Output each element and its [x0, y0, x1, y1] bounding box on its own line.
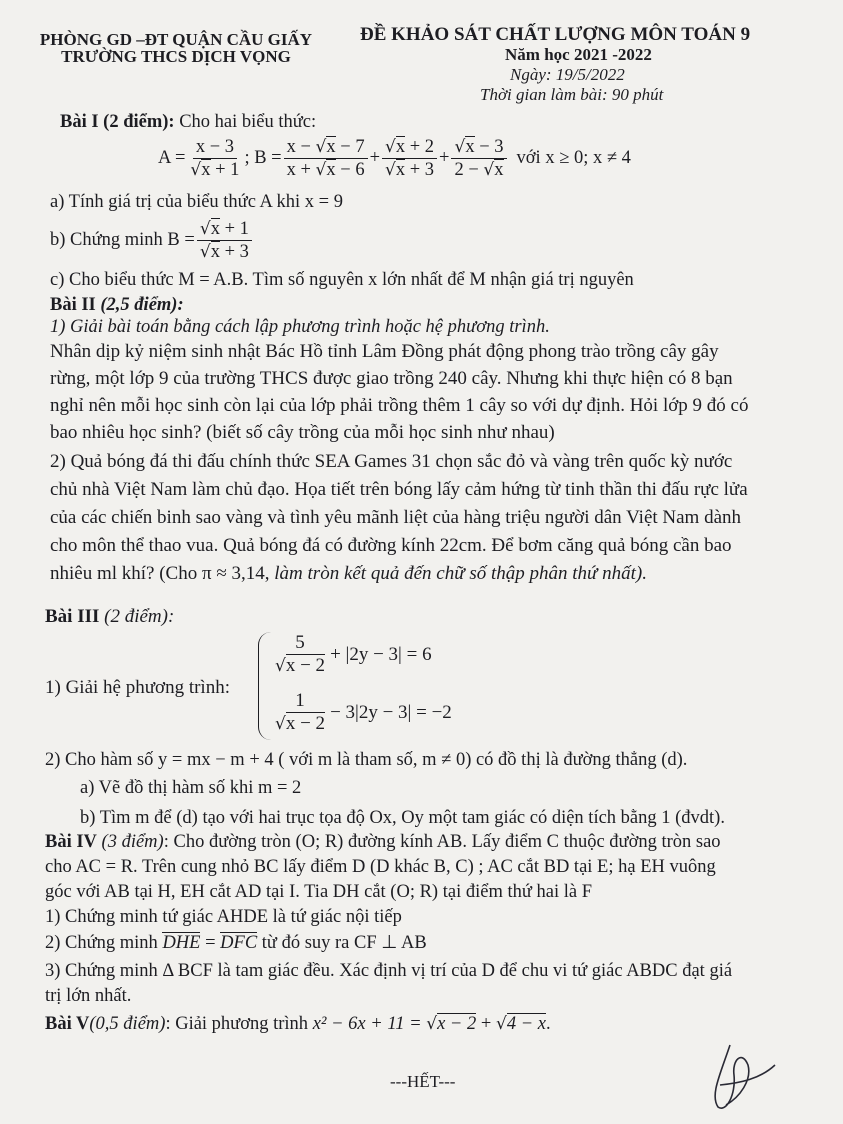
problem-5: Bài V(0,5 điểm): Giải phương trình x² − 6x + 11 = √x − 2 + √4 − x. — [45, 1014, 551, 1034]
domain-condition: với x ≥ 0; x ≠ 4 — [516, 148, 631, 168]
expressions-a-b: A = $\frac{x - 3}{√x + 1}$ ; B = $\frac{x - √x - 7}{x + √x - 6}$ + $\frac{√x + 2}{√x + 3}$ + $\frac{√x - 3}{2 - √x}$ với x ≥ 0; x ≠ 4 — [158, 137, 631, 180]
department-name: PHÒNG GD –ĐT QUẬN CẦU GIẤY — [39, 30, 313, 49]
problem-2-part2-line2: chủ nhà Việt Nam làm chủ đạo. Họa tiết trên bóng lấy cảm hứng từ tinh thần thi đấu rực lửa — [50, 479, 748, 500]
exam-duration: Thời gian làm bài: 90 phút — [480, 85, 664, 104]
problem-2-part1-line3: nghỉ nên mỗi học sinh còn lại của lớp phải trồng thêm 1 cây so với dự định. Hỏi lớp 9 đó có — [50, 395, 749, 416]
problem-2-part1-line4: bao nhiêu học sinh? (biết số cây trồng của mỗi học sinh như nhau) — [50, 422, 555, 443]
arc-dfc: DFC — [220, 933, 258, 953]
system-equation-1: $\frac{5}{√x - 2}$ + |2y − 3| = 6 — [275, 632, 432, 676]
arc-dhe: DHE — [162, 933, 201, 953]
problem-2-part1-line1: Nhân dịp kỷ niệm sinh nhật Bác Hồ tỉnh Lâm Đồng phát động phong trào trồng cây gây — [50, 341, 719, 362]
exam-date: Ngày: 19/5/2022 — [510, 65, 625, 84]
problem-3-q2b: b) Tìm m để (d) tạo với hai trục tọa độ Ox, Oy một tam giác có diện tích bằng 1 (đvdt). — [80, 808, 725, 828]
problem-4-q3-line2: trị lớn nhất. — [45, 986, 132, 1006]
problem-1-intro: Bài I (2 điểm): Cho hai biểu thức: — [60, 112, 317, 132]
school-year: Năm học 2021 -2022 — [505, 45, 652, 64]
problem-1c: c) Cho biểu thức M = A.B. Tìm số nguyên x lớn nhất để M nhận giá trị nguyên — [50, 270, 634, 290]
problem-2-part2-line3: của các chiến binh sao vàng và tình yêu mãnh liệt của hàng triệu người dân Việt Nam dành — [50, 507, 742, 528]
fraction-b3: $\frac{√x - 3}{2 - √x}$ — [451, 136, 506, 181]
fraction-b2: $\frac{√x + 2}{√x + 3}$ — [382, 136, 437, 181]
problem-4-q2: 2) Chứng minh DHE = DFC từ đó suy ra CF ⊥ AB — [45, 933, 427, 953]
exam-title: ĐỀ KHẢO SÁT CHẤT LƯỢNG MÔN TOÁN 9 — [360, 24, 751, 45]
problem-1-heading: Bài I (2 điểm): — [60, 112, 175, 132]
problem-2-part2-line5: nhiêu ml khí? (Cho π ≈ 3,14, làm tròn kết quả đến chữ số thập phân thứ nhất). — [50, 563, 647, 584]
fraction-b1: $\frac{x - √x - 7}{x + √x - 6}$ — [284, 136, 368, 181]
problem-1a: a) Tính giá trị của biểu thức A khi x = 9 — [50, 192, 343, 212]
problem-4-q3-line1: 3) Chứng minh Δ BCF là tam giác đều. Xác định vị trí của D để chu vi tứ giác ABDC đạt giá — [45, 961, 733, 981]
problem-2-part2-line4: cho môn thể thao vua. Quả bóng đá có đường kính 22cm. Để bơm căng quả bóng cần bao — [50, 535, 732, 556]
problem-3-q2: 2) Cho hàm số y = mx − m + 4 ( với m là tham số, m ≠ 0) có đồ thị là đường thẳng (d). — [45, 750, 688, 770]
problem-3-q1-label: 1) Giải hệ phương trình: — [45, 677, 230, 698]
end-marker: ---HẾT--- — [390, 1072, 456, 1091]
problem-2-heading: Bài II (2,5 điểm): — [50, 295, 184, 315]
problem-2-part1-line2: rừng, một lớp 9 của trường THCS được giao trồng 240 cây. Nhưng khi thực hiện có 8 bạn — [50, 368, 733, 389]
fraction-b-result: $\frac{√x + 1}{√x + 3}$ — [197, 218, 252, 263]
system-equation-2: $\frac{1}{√x - 2}$ − 3|2y − 3| = −2 — [275, 690, 452, 734]
problem-2-part2-line1: 2) Quả bóng đá thi đấu chính thức SEA Games 31 chọn sắc đỏ và vàng trên quốc kỳ nước — [50, 451, 733, 472]
problem-3-heading: Bài III (2 điểm): — [45, 606, 175, 627]
problem-4-line2: cho AC = R. Trên cung nhỏ BC lấy điểm D (D khác B, C) ; AC cắt BD tại E; hạ EH vuông — [45, 857, 716, 877]
signature-scribble — [690, 1035, 780, 1115]
problem-4-q1: 1) Chứng minh tứ giác AHDE là tứ giác nội tiếp — [45, 907, 402, 927]
school-name: TRƯỜNG THCS DỊCH VỌNG — [61, 47, 291, 66]
problem-4-line1: Bài IV (3 điểm): Cho đường tròn (O; R) đường kính AB. Lấy điểm C thuộc đường tròn sao — [45, 832, 721, 852]
problem-4-line3: góc với AB tại H, EH cắt AD tại I. Tia DH cắt (O; R) tại điểm thứ hai là F — [45, 882, 592, 902]
fraction-a: $\frac{x - 3}{√x + 1}$ — [190, 137, 240, 180]
problem-3-q2a: a) Vẽ đồ thị hàm số khi m = 2 — [80, 778, 302, 798]
problem-1b: b) Chứng minh B = $\frac{√x + 1}{√x + 3}$ — [50, 218, 254, 263]
problem-2-part1-title: 1) Giải bài toán bằng cách lập phương trình hoặc hệ phương trình. — [50, 317, 550, 337]
